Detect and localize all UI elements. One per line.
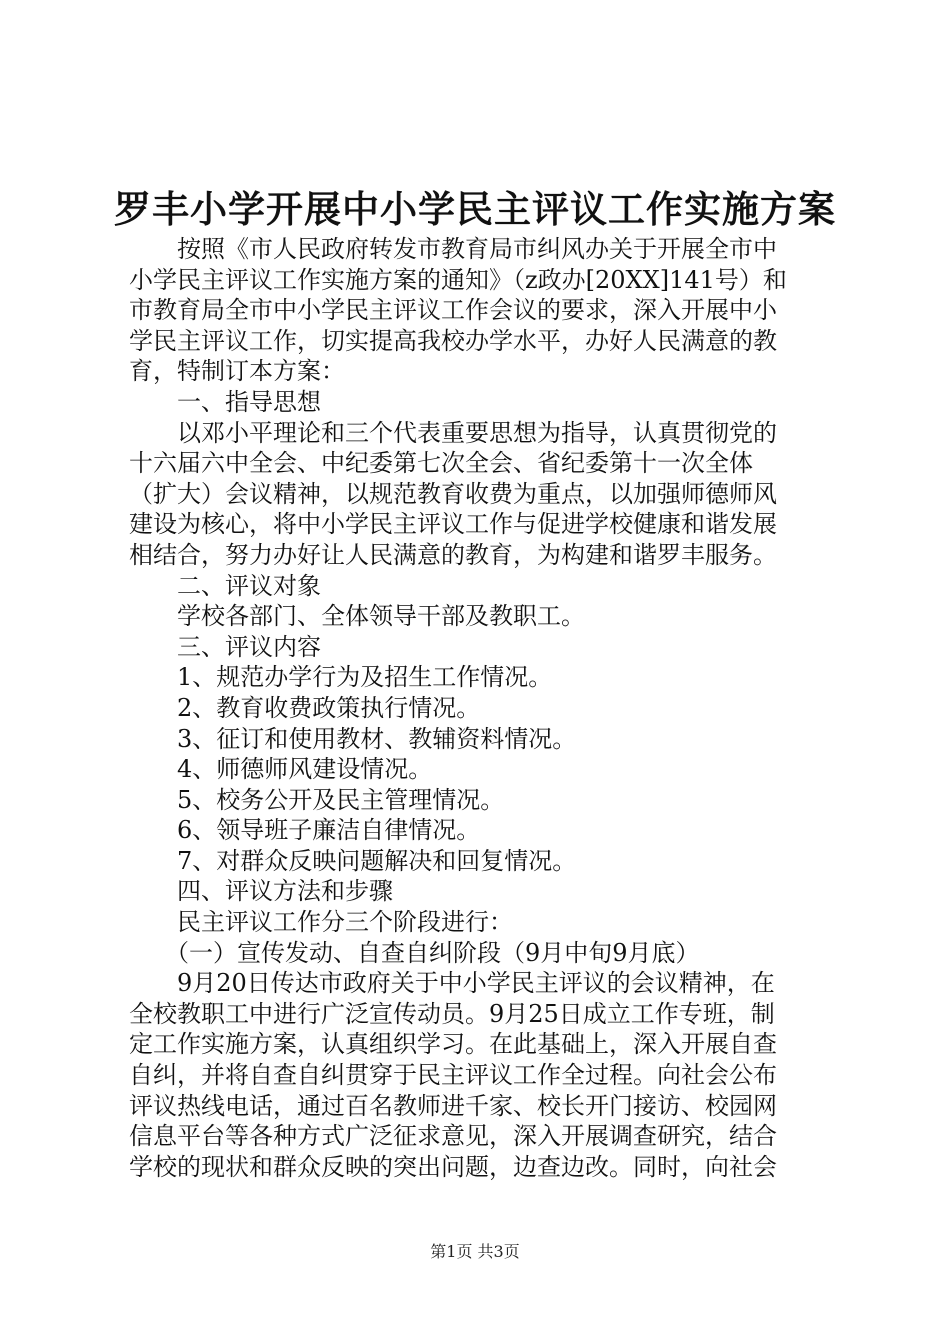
body-line: 十六届六中全会、中纪委第七次全会、省纪委第十一次全体 <box>129 449 753 478</box>
body-line: 评议热线电话，通过百名教师进千家、校长开门接访、校园网 <box>129 1091 777 1120</box>
body-line: 小学民主评议工作实施方案的通知》（z政办[20XX]141号）和 <box>129 265 787 294</box>
body-line: 学民主评议工作，切实提高我校办学水平，办好人民满意的教 <box>129 326 777 355</box>
list-item: 2、教育收费政策执行情况。 <box>129 693 481 722</box>
body-line: 建设为核心，将中小学民主评议工作与促进学校健康和谐发展 <box>129 510 777 539</box>
section-heading: 三、评议内容 <box>129 632 321 661</box>
section-heading: 一、指导思想 <box>129 387 321 416</box>
body-line: 9月20日传达市政府关于中小学民主评议的会议精神，在 <box>129 969 775 998</box>
document-body <box>129 234 833 1182</box>
body-line: 育，特制订本方案： <box>129 357 345 386</box>
list-item: 3、征订和使用教材、教辅资料情况。 <box>129 724 577 753</box>
list-item: 5、校务公开及民主管理情况。 <box>129 785 505 814</box>
section-heading: 二、评议对象 <box>129 571 321 600</box>
body-line: 相结合，努力办好让人民满意的教育，为构建和谐罗丰服务。 <box>129 540 777 569</box>
body-line: 民主评议工作分三个阶段进行： <box>129 908 513 937</box>
body-line: 定工作实施方案，认真组织学习。在此基础上，深入开展自查 <box>129 1030 777 1059</box>
body-line: 按照《市人民政府转发市教育局市纠风办关于开展全市中 <box>129 235 777 263</box>
document-title: 罗丰小学开展中小学民主评议工作实施方案 <box>114 187 836 231</box>
list-item: 1、规范办学行为及招生工作情况。 <box>129 663 553 692</box>
body-line: 信息平台等各种方式广泛征求意见，深入开展调查研究，结合 <box>129 1122 777 1151</box>
section-heading: 四、评议方法和步骤 <box>129 877 393 906</box>
list-item: 4、师德师风建设情况。 <box>129 755 433 784</box>
body-line: 自纠，并将自查自纠贯穿于民主评议工作全过程。向社会公布 <box>129 1061 777 1090</box>
body-line: 学校各部门、全体领导干部及教职工。 <box>129 602 585 631</box>
body-line: 学校的现状和群众反映的突出问题，边查边改。同时，向社会 <box>129 1152 777 1181</box>
body-line: 全校教职工中进行广泛宣传动员。9月25日成立工作专班，制 <box>129 999 775 1028</box>
list-item: 6、领导班子廉洁自律情况。 <box>129 816 481 845</box>
list-item: 7、对群众反映问题解决和回复情况。 <box>129 846 577 875</box>
page-number-footer: 第1页 共3页 <box>430 1242 520 1261</box>
subsection-heading: （一）宣传发动、自查自纠阶段（9月中旬9月底） <box>129 938 700 967</box>
body-line: 以邓小平理论和三个代表重要思想为指导，认真贯彻党的 <box>129 418 777 447</box>
body-line: （扩大）会议精神，以规范教育收费为重点，以加强师德师风 <box>129 479 777 508</box>
body-line: 市教育局全市中小学民主评议工作会议的要求，深入开展中小 <box>129 296 777 325</box>
